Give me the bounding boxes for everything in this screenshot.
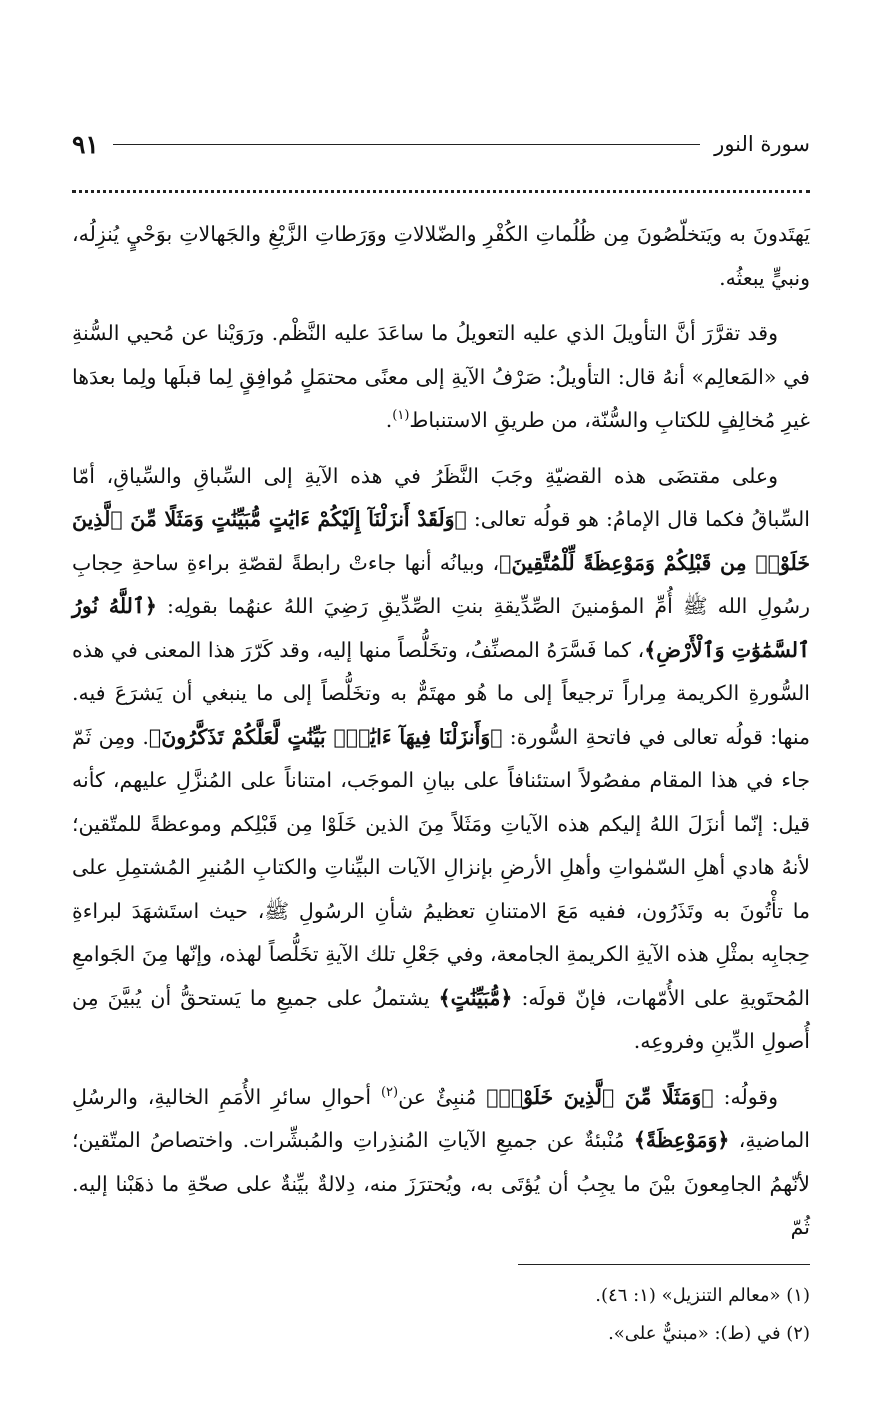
header-rule: [113, 144, 700, 145]
paragraph-3-text-c: ، كما فَسَّرَهُ المصنِّفُ، وتخَلُّصاً منها إليه، وقد كَرّرَ هذا المعنى في هذه السُّورةِ الكريمة مِراراً ترجيعاً إلى ما هُو مهتَمٌّ به وتخَلُّصاً إلى ما ينبغي أن يَشرَعَ فيه. منها: قولُه تعالى في فاتحةِ السُّورة:: [72, 637, 810, 749]
quran-verse-4: ﴿مُّبَيِّنَٰتٍ﴾: [438, 985, 513, 1010]
paragraph-1: يَهتَدونَ به ويَتخلّصُونَ مِن ظُلُماتِ الكُفْرِ والضّلالاتِ ووَرَطاتِ الزَّيْغِ والجَهالاتِ بوَحْيٍ يُنزِلُه، ونبيٍّ يبعثُه.: [72, 222, 810, 290]
paragraph-3-text-a: وعلى مقتضَى هذه القضيّةِ وجَبَ النَّظَرُ في هذه الآيةِ إلى السِّباقِ والسِّياقِ، أمّا السِّباقُ فكما قال الإمامُ: هو قولُه تعالى:: [72, 463, 810, 531]
quran-verse-5: ﴿وَمَثَلًا مِّنَ ٱلَّذِينَ خَلَوْا۟﴾: [486, 1084, 714, 1109]
paragraph-4-text-a: وقولُه:: [713, 1084, 779, 1109]
paragraph-2: [72, 312, 810, 443]
paragraph-2-text: وقد تقرَّرَ أنَّ التأويلَ الذي عليه التعويلُ ما ساعَدَ عليه النَّظْم. ورَوَيْنا عن مُحيي السُّنةِ في «المَعالِم» أنهُ قال: التأويلُ: صَرْفُ الآيةِ إلى معنًى محتمَلٍ مُوافِقٍ لِما قبلَها ولِما بعدَها غيرِ مُخالِفٍ للكتابِ والسُّنّة، من طريقِ الاستنباط: [72, 321, 810, 432]
footnote-1: (١) «معالم التنزيل» (١: ٤٦).: [595, 1284, 810, 1306]
footnote-2: (٢) في (ط): «مبنيٌّ على».: [608, 1322, 810, 1344]
paragraph-3-text-e: يشتملُ على جميعِ ما يَستحقُّ أن يُبيَّنَ مِن أُصولِ الدِّينِ وفروعِه.: [72, 985, 810, 1053]
page-header: [72, 120, 810, 168]
paragraph-3: [72, 455, 810, 1064]
footnote-rule: [518, 1264, 810, 1265]
quran-verse-6: ﴿وَمَوْعِظَةً﴾: [633, 1128, 730, 1152]
quran-verse-3: ﴿وَأَنزَلْنَا فِيهَآ ءَايَٰتٍۭ بَيِّنَٰتٍ لَّعَلَّكُمْ تَذَكَّرُونَ﴾: [148, 724, 503, 749]
dotted-separator: [72, 190, 810, 193]
footnotes: [72, 1277, 810, 1353]
paragraph-4-text-c: أحوالِ سائرِ الأُمَمِ الخاليةِ، والرسُلِ الماضيةِ،: [72, 1084, 810, 1152]
paragraph-4: [72, 1076, 810, 1250]
footnote-ref-2[interactable]: (٢): [380, 1084, 399, 1100]
page-number: ٩١: [72, 129, 99, 159]
paragraph-3-text-b: ، وبيانُه أنها جاءتْ رابطةً لقصّةِ براءةِ ساحةِ حِجابِ رسُولِ الله ﷺ أُمِّ المؤمنينَ الصِّدِّيقةِ بنتِ الصِّدِّيقِ رَضِيَ اللهُ عنهُما بقولِه:: [72, 550, 810, 618]
quran-verse-1: ﴿وَلَقَدْ أَنزَلْنَآ إِلَيْكُمْ ءَايَٰتٍ مُّبَيِّنَٰتٍ وَمَثَلًا مِّنَ ٱلَّذِينَ خَلَوْا۟ مِن قَبْلِكُمْ وَمَوْعِظَةً لِّلْمُتَّقِينَ﴾: [72, 507, 810, 575]
quran-verse-2: ﴿ٱللَّهُ نُورُ ٱلسَّمَٰوَٰتِ وَٱلْأَرْضِ﴾: [72, 594, 810, 662]
paragraph-2-end: .: [385, 408, 393, 432]
body-text: [72, 213, 810, 1250]
paragraph-4-text-d: مُنْبئةٌ عن جميعِ الآياتِ المُنذِراتِ والمُبشِّرات. واختصاصُ المتّقين؛ لأنّهمُ الجامِعونَ بيْنَ ما يجِبُ أن يُؤتَى به، ويُحترَزَ منه، دِلالةٌ بيِّنةٌ على صحّةِ ما ذهَبْنا إليه. ثُمّ: [72, 1128, 810, 1239]
paragraph-4-text-b: مُنبِئٌ عن: [398, 1084, 487, 1109]
paragraph-3-text-d: . ومِن ثَمّ جاء في هذا المقام مفصُولاً استئنافاً على بيانِ الموجَب، امتناناً على المُنزَّلِ عليهم، كأنه قيل: إنّما أنزَلَ اللهُ إليكم هذه الآياتِ ومَثَلاً مِنَ الذين خَلَوْا مِن قَبْلِكم وموعظةً للمتّقين؛ لأنهُ هادي أهلِ السّمٰواتِ وأهلِ الأرضِ بإنزالِ الآيات البيِّناتِ والكتابِ المُنيرِ المُشتمِلِ على ما تأْتُونَ به وتَذَرُون، ففيه مَعَ الامتنانِ تعظيمُ شأنِ الرسُولِ ﷺ، حيث استَشهَدَ لبراءةِ حِجابِه بمثْلِ هذه الآيةِ الكريمةِ الجامعة، وفي جَعْلِ تلك الآيةِ تخَلُّصاً لهذه، وإنّها مِنَ الجَوامعِ المُحتَويةِ على الأُمّهات، فإنّ قولَه:: [72, 724, 810, 1010]
footnote-ref-1[interactable]: (١): [392, 408, 410, 424]
page: [72, 120, 810, 1353]
running-title: سورة النور: [714, 132, 810, 156]
